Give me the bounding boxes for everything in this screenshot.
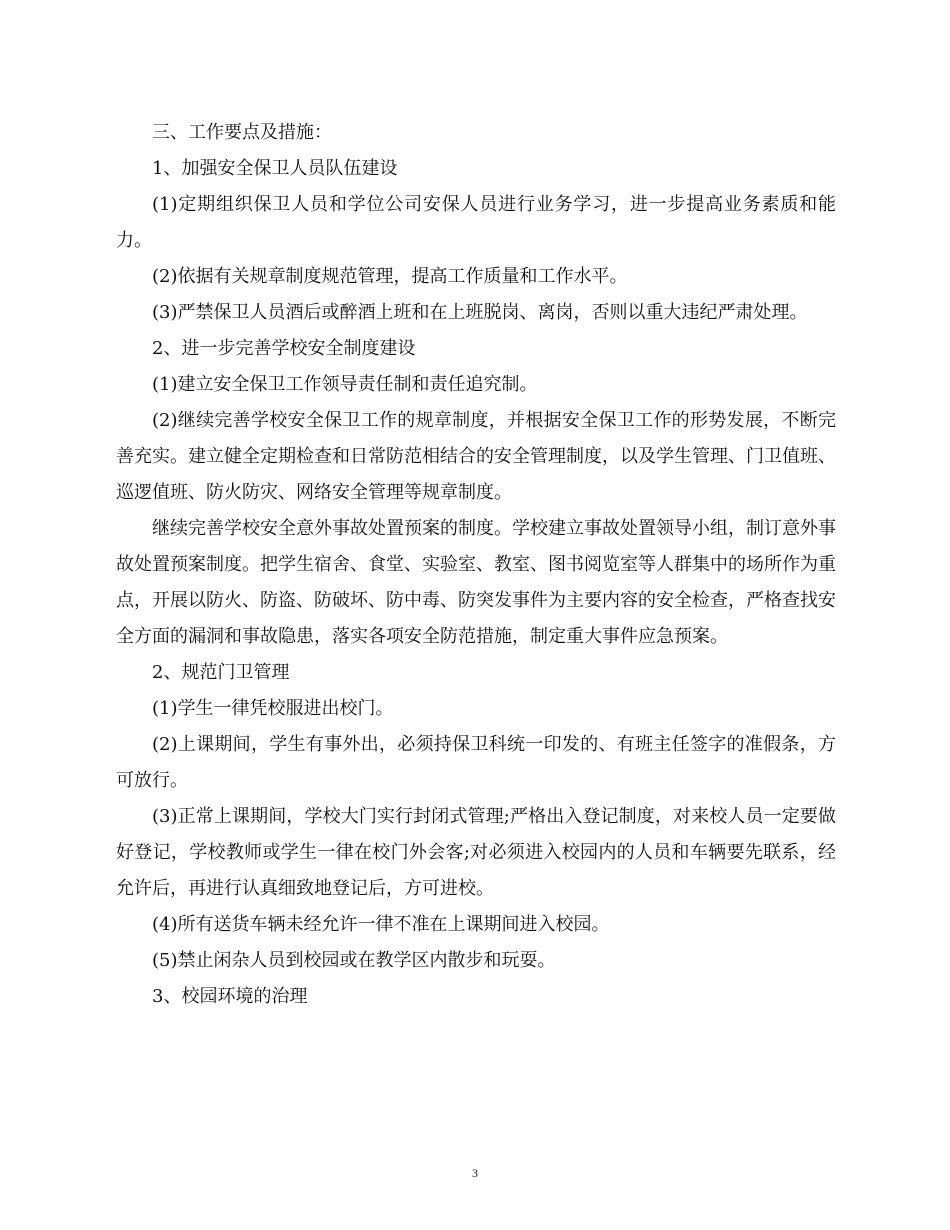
subsection-heading: 2、规范门卫管理 bbox=[152, 662, 290, 683]
document-body bbox=[116, 115, 836, 1015]
paragraph: (5)禁止闲杂人员到校园或在教学区内散步和玩耍。 bbox=[152, 950, 556, 971]
paragraph: (2)上课期间，学生有事外出，必须持保卫科统一印发的、有班主任签字的准假条，方可放行。 bbox=[116, 734, 836, 791]
page-number: 3 bbox=[472, 1166, 478, 1180]
paragraph: (2)依据有关规章制度规范管理，提高工作质量和工作水平。 bbox=[152, 266, 628, 287]
subsection-heading: 1、加强安全保卫人员队伍建设 bbox=[152, 158, 398, 179]
paragraph: (1)定期组织保卫人员和学位公司安保人员进行业务学习，进一步提高业务素质和能力。 bbox=[116, 194, 836, 251]
paragraph: (1)学生一律凭校服进出校门。 bbox=[152, 698, 394, 719]
paragraph: (3)正常上课期间，学校大门实行封闭式管理;严格出入登记制度，对来校人员一定要做好登记，学校教师或学生一律在校门外会客;对必须进入校园内的人员和车辆要先联系，经允许后，再进行认真细致地登记后，方可进校。 bbox=[116, 806, 836, 899]
paragraph: (1)建立安全保卫工作领导责任制和责任追究制。 bbox=[152, 374, 538, 395]
paragraph: 继续完善学校安全意外事故处置预案的制度。学校建立事故处置领导小组，制订意外事故处置预案制度。把学生宿舍、食堂、实验室、教室、图书阅览室等人群集中的场所作为重点，开展以防火、防盗、防破坏、防中毒、防突发事件为主要内容的安全检查，严格查找安全方面的漏洞和事故隐患，落实各项安全防范措施，制定重大事件应急预案。 bbox=[116, 518, 836, 647]
subsection-heading: 2、进一步完善学校安全制度建设 bbox=[152, 338, 416, 359]
paragraph: (3)严禁保卫人员酒后或醉酒上班和在上班脱岗、离岗，否则以重大违纪严肃处理。 bbox=[152, 302, 808, 323]
section-heading: 三、工作要点及措施： bbox=[152, 122, 332, 143]
paragraph: (2)继续完善学校安全保卫工作的规章制度，并根据安全保卫工作的形势发展，不断完善充实。建立健全定期检查和日常防范相结合的安全管理制度，以及学生管理、门卫值班、巡逻值班、防火防灾、网络安全管理等规章制度。 bbox=[116, 410, 836, 503]
subsection-heading: 3、校园环境的治理 bbox=[152, 986, 308, 1007]
paragraph: (4)所有送货车辆未经允许一律不准在上课期间进入校园。 bbox=[152, 914, 610, 935]
